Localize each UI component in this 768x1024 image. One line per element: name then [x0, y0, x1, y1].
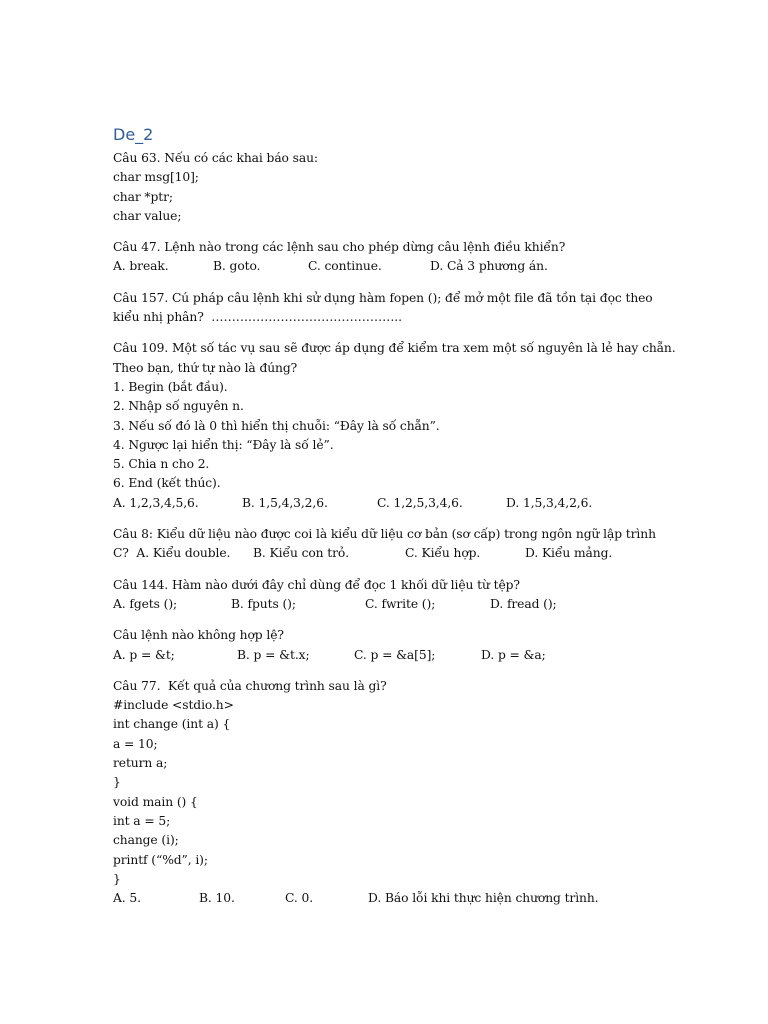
option-b: B. 10. — [199, 891, 235, 906]
question-text: Câu 109. Một số tác vụ sau sẽ được áp dụng để kiểm tra xem một số nguyên là lẻ hay chẵn. — [113, 341, 676, 356]
step-line: 1. Begin (bắt đầu). — [113, 379, 228, 394]
question-8 — [113, 525, 673, 564]
step-line: 3. Nếu số đó là 0 thì hiển thị chuỗi: “Đây là số chẵn”. — [113, 418, 440, 433]
question-text: Câu lệnh nào không hợp lệ? — [113, 628, 284, 643]
code-line: a = 10; — [113, 736, 158, 751]
code-line: printf (“%d”, i); — [113, 852, 208, 867]
code-line: } — [113, 775, 121, 790]
option-b: B. goto. — [213, 259, 261, 274]
question-47 — [113, 238, 673, 277]
option-a: A. break. — [113, 259, 169, 274]
options-row — [113, 494, 673, 513]
option-b: B. fputs (); — [231, 596, 296, 611]
code-line: #include <stdio.h> — [113, 698, 234, 713]
option-b: B. Kiểu con trỏ. — [253, 546, 350, 561]
option-c: C. Kiểu hợp. — [405, 546, 481, 561]
option-b: B. 1,5,4,3,2,6. — [242, 495, 328, 510]
question-text: Câu 144. Hàm nào dưới đây chỉ dùng để đọc 1 khối dữ liệu từ tệp? — [113, 577, 520, 592]
options-row — [113, 257, 673, 276]
document-title: De_2 — [113, 125, 154, 144]
option-d: D. 1,5,3,4,2,6. — [506, 495, 593, 510]
document-page — [113, 123, 676, 920]
options-row — [113, 646, 673, 665]
question-text: Theo bạn, thứ tự nào là đúng? — [113, 360, 298, 375]
option-b: B. p = &t.x; — [237, 647, 310, 662]
option-c: C. 0. — [285, 891, 314, 906]
option-c: C. 1,2,5,3,4,6. — [377, 495, 463, 510]
question-invalid-statement — [113, 626, 673, 665]
code-line: void main () { — [113, 794, 198, 809]
question-text: kiểu nhị phân? ……………………………………….. — [113, 310, 402, 325]
option-d: D. Kiểu mảng. — [525, 546, 613, 561]
question-text: Câu 8: Kiểu dữ liệu nào được coi là kiểu dữ liệu cơ bản (sơ cấp) trong ngôn ngữ lập trình — [113, 527, 656, 542]
question-109 — [113, 339, 676, 513]
option-a: A. p = &t; — [113, 647, 175, 662]
code-line: change (i); — [113, 833, 179, 848]
question-text: Câu 47. Lệnh nào trong các lệnh sau cho phép dừng câu lệnh điều khiển? — [113, 240, 566, 255]
code-line: } — [113, 871, 121, 886]
options-row — [113, 889, 673, 908]
code-line: char value; — [113, 208, 182, 223]
option-a: A. fgets (); — [113, 596, 178, 611]
question-63 — [113, 149, 673, 226]
options-row — [113, 595, 673, 614]
question-157 — [113, 289, 673, 328]
option-c: C. continue. — [308, 259, 382, 274]
option-c: C. fwrite (); — [365, 596, 436, 611]
code-line: char *ptr; — [113, 189, 173, 204]
option-a: C? A. Kiểu double. — [113, 546, 231, 561]
option-d: D. fread (); — [490, 596, 557, 611]
options-row — [113, 544, 673, 563]
option-a: A. 5. — [113, 891, 141, 906]
step-line: 5. Chia n cho 2. — [113, 457, 210, 472]
question-text: Câu 157. Cú pháp câu lệnh khi sử dụng hàm fopen (); để mở một file đã tồn tại đọc theo — [113, 290, 653, 305]
question-text: Câu 77. Kết quả của chương trình sau là gì? — [113, 678, 387, 693]
option-a: A. 1,2,3,4,5,6. — [113, 495, 199, 510]
code-line: return a; — [113, 756, 168, 771]
question-text: Câu 63. Nếu có các khai báo sau: — [113, 151, 318, 165]
option-d: D. Cả 3 phương án. — [430, 259, 548, 274]
step-line: 2. Nhập số nguyên n. — [113, 399, 244, 414]
question-77 — [113, 677, 673, 909]
step-line: 6. End (kết thúc). — [113, 476, 221, 491]
option-c: C. p = &a[5]; — [354, 647, 436, 662]
step-line: 4. Ngược lại hiển thị: “Đây là số lẻ”. — [113, 437, 334, 452]
question-144 — [113, 576, 673, 615]
code-line: char msg[10]; — [113, 170, 199, 185]
code-line: int change (int a) { — [113, 717, 231, 732]
code-line: int a = 5; — [113, 813, 171, 828]
option-d: D. Báo lỗi khi thực hiện chương trình. — [368, 891, 599, 906]
option-d: D. p = &a; — [481, 647, 546, 662]
